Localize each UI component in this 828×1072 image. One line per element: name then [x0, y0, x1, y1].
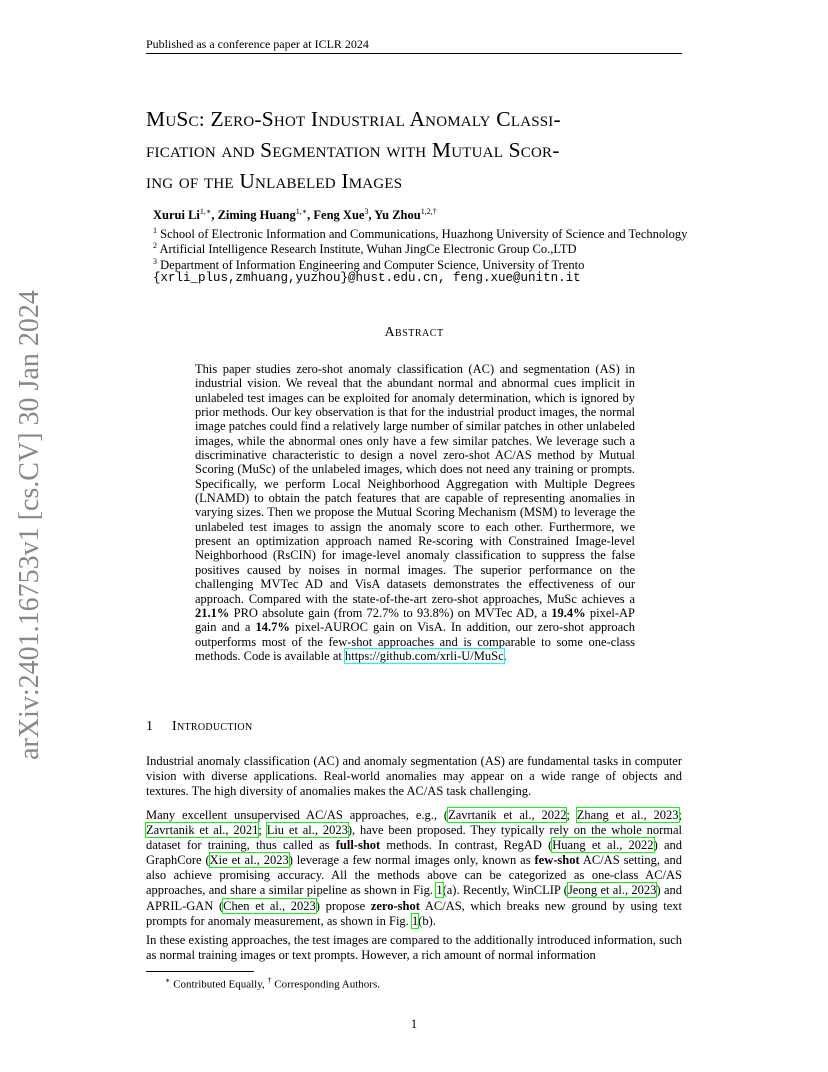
author-1-sup: 1,∗: [199, 207, 212, 216]
figure-link[interactable]: 1: [411, 913, 419, 928]
arxiv-stamp: [10, 290, 50, 760]
citation-link[interactable]: Liu et al., 2023: [266, 823, 348, 838]
abstract-end: .: [503, 648, 507, 663]
author-list: Xurui $Li^{1,∗}$, Ziming Huang$^{1,∗}$, Feng Xue$^3$, Yu Zhou$^{1,2,\dagger}$: [153, 207, 437, 223]
citation-link[interactable]: Zhang et al., 2023: [576, 808, 679, 822]
abstract-text-2: PRO absolute gain (from 72.7% to 93.8%) on MVTec AD, a: [229, 605, 552, 620]
intro-paragraph-1: Industrial anomaly classification (AC) and anomaly segmentation (AS) are fundamental tasks in computer vision with diverse applications. Real-world anomalies may appear on a wide range of objects and textures. The high diversity of anomalies makes the AC/AS task challenging.: [146, 754, 682, 799]
author-3-sup: 3: [364, 207, 369, 216]
header-rule: [146, 53, 682, 54]
intro-text: AC/AS, which breaks new ground by using text prompts for anomaly measurement, as shown in Fig.: [146, 898, 682, 928]
abstract-bold-3: 14.7%: [255, 620, 290, 635]
intro-text: ) leverage a few normal images only, known as: [288, 853, 535, 868]
affiliation-2: [153, 241, 577, 257]
title-line-3: ing of the Unlabeled Images: [146, 169, 403, 193]
intro-text: ;: [566, 808, 577, 822]
author-4-sup: 1,2,†: [420, 207, 437, 216]
citation-link[interactable]: Jeong et al., 2023: [567, 883, 657, 898]
author-2-sup: 1,∗: [295, 207, 308, 216]
footnote: [165, 976, 380, 991]
bold-term: few-shot: [534, 853, 580, 868]
author-4: Yu Zhou: [374, 208, 421, 223]
arxiv-stamp-text: arXiv:2401.16753v1 [cs.CV] 30 Jan 2024: [14, 290, 45, 760]
section-title: Introduction: [172, 719, 253, 734]
bold-term: full-shot: [335, 838, 381, 853]
section-heading: [146, 719, 252, 735]
figure-link[interactable]: 1: [436, 883, 443, 898]
footnote-rule: [146, 971, 254, 972]
paper-title: [146, 104, 706, 197]
footnote-sup-1: ∗: [165, 976, 171, 985]
abstract-text-4: pixel-AUROC gain on VisA. In addition, our zero-shot approach outperforms most of the few-shot approaches and is comparable to some one-class methods. Code is available at: [195, 620, 635, 663]
citation-link[interactable]: Chen et al., 2023: [223, 898, 316, 913]
affiliation-3-sup: 3: [153, 257, 157, 266]
author-emails: {xrli_plus,zmhuang,yuzhou}@hust.edu.cn, feng.xue@unitn.it: [153, 271, 581, 285]
intro-text: AC/AS setting, and also achieve promising accuracy. All the methods above can be categorized as one-class AC/AS approaches, and share a similar pipeline as shown in Fig.: [146, 853, 682, 898]
intro-text: ;: [678, 808, 682, 822]
citation-link[interactable]: Zavrtanik et al., 2022: [448, 808, 567, 822]
abstract-bold-2: 19.4%: [551, 605, 586, 620]
abstract-bold-1: 21.1%: [195, 605, 230, 620]
affiliation-1-sup: 1: [153, 226, 157, 235]
intro-text: ) propose: [315, 898, 371, 913]
intro-paragraph-3: In these existing approaches, the test images are compared to the additionally introduced information, such as normal training images or text prompts. However, a rich amount of normal information: [146, 933, 682, 963]
intro-paragraph-2: [146, 808, 682, 929]
abstract-heading: Abstract: [384, 325, 444, 340]
intro-text: Many excellent unsupervised AC/AS approaches, e.g., (: [146, 808, 449, 822]
intro-text: ) and APRIL-GAN (: [146, 883, 682, 913]
intro-text: ;: [258, 823, 267, 838]
title-line-2: fication and Segmentation with Mutual Scor-: [146, 138, 560, 162]
code-link[interactable]: https://github.com/xrli-U/MuSc: [344, 648, 504, 663]
title-line-1: MuSc: Zero-Shot Industrial Anomaly Classi-: [146, 107, 561, 131]
citation-link[interactable]: Xie et al., 2023: [209, 853, 289, 868]
intro-text: ), have been proposed. They typically rely on the whole normal dataset for training, thus called as: [146, 823, 682, 853]
citation-link[interactable]: Zavrtanik et al., 2021: [146, 823, 259, 838]
footnote-text-1: Contributed Equally,: [170, 978, 268, 991]
intro-text: ) and GraphCore (: [146, 838, 682, 868]
running-header: Published as a conference paper at ICLR 2024: [146, 37, 369, 51]
abstract-body: [195, 362, 635, 663]
intro-text: (b).: [418, 913, 436, 928]
affiliation-1: [153, 226, 687, 242]
affiliation-3-text: Department of Information Engineering and Computer Science, University of Trento: [160, 258, 585, 273]
author-2: Ziming Huang: [217, 208, 296, 223]
page-number: 1: [410, 1017, 418, 1031]
author-3: Feng Xue: [313, 208, 365, 223]
intro-text: (a). Recently, WinCLIP (: [442, 883, 568, 898]
abstract-text-3: pixel-AP gain and a: [195, 605, 635, 635]
footnote-sup-2: †: [267, 976, 272, 985]
footnote-text-2: Corresponding Authors.: [271, 978, 380, 991]
section-number: 1: [146, 719, 154, 734]
author-1: Xurui Li: [153, 208, 200, 223]
affiliation-2-text: Artificial Intelligence Research Institute, Wuhan JingCe Electronic Group Co.,LTD: [159, 242, 577, 257]
intro-text: methods. In contrast, RegAD (: [380, 838, 553, 853]
abstract-text-1: This paper studies zero-shot anomaly classification (AC) and segmentation (AS) in industrial vision. We reveal that the abundant normal and abnormal cues implicit in unlabeled test images can be exploited for anomaly determination, which is ignored by prior methods. Our key observation is that for the industrial product images, the normal image patches could find a relatively large number of similar patches in other unlabeled images, while the abnormal ones only have a few similar patches. We leverage such a discriminative characteristic to design a novel zero-shot AC/AS method by Mutual Scoring (MuSc) of the unlabeled images, which does not need any training or prompts. Specifically, we perform Local Neighborhood Aggregation with Multiple Degrees (LNAMD) to obtain the patch features that are capable of representing anomalies in varying sizes. Then we propose the Mutual Scoring Mechanism (MSM) to leverage the unlabeled test images to assign the anomaly score to each other. Furthermore, we present an optimization approach named Re-scoring with Constrained Image-level Neighborhood (RsCIN) for image-level anomaly classification to suppress the false positives caused by noises in normal images. The superior performance on the challenging MVTec AD and VisA datasets demonstrates the effectiveness of our approach. Compared with the state-of-the-art zero-shot approaches, MuSc achieves a: [195, 362, 635, 606]
bold-term: zero-shot: [370, 898, 420, 913]
affiliation-2-sup: 2: [153, 241, 157, 250]
affiliation-1-text: School of Electronic Information and Communications, Huazhong University of Science and Technology: [160, 227, 688, 242]
citation-link[interactable]: Huang et al., 2022: [552, 838, 654, 853]
